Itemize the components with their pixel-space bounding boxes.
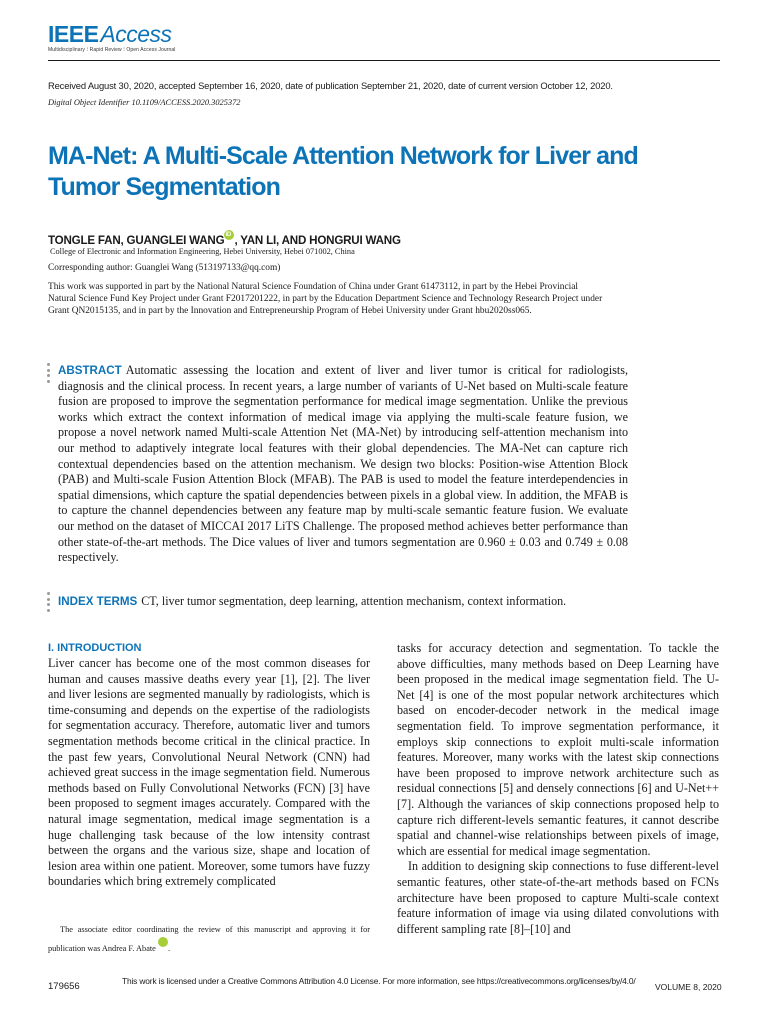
- page-number: 179656: [48, 981, 80, 992]
- license-note[interactable]: This work is licensed under a Creative Commons Attribution 4.0 License. For more information, see https://creativecommons.org/licenses/by/4.0/: [122, 976, 636, 986]
- orcid-icon[interactable]: [224, 230, 234, 240]
- section-heading-introduction: I. INTRODUCTION: [48, 642, 142, 654]
- logo-access: Access: [100, 21, 172, 47]
- index-terms-label: INDEX TERMS: [58, 595, 138, 608]
- paper-title: MA-Net: A Multi-Scale Attention Network for Liver and Tumor Segmentation: [48, 142, 638, 201]
- abstract: [58, 363, 628, 566]
- intro-paragraph-2: tasks for accuracy detection and segmentation. To tackle the above difficulties, many methods based on Deep Learning have been proposed in the medical image segmentation field. The U-Net [4] is one of the most popular network architectures which based on encoder-decoder network in the medical image segmentation field. To improve segmentation performance, it employs skip connections to exploit multi-scale information features. Moreover, many works with the latest skip connections have been proposed to improve network architecture such as residual connections [5] and densely connections [6] and U-Net++ [7]. Although the variances of skip connections proposed help to capture rich different-levels semantic features, it cannot describe spatial and channel-wise relationships between pixels of image, which are essential for medical image segmentation.: [397, 641, 719, 858]
- logo-tagline: Multidisciplinary ⁝ Rapid Review ⁝ Open Access Journal: [48, 47, 176, 53]
- authors-part-2: , YAN LI, AND HONGRUI WANG: [234, 234, 401, 247]
- authors-part-1: TONGLE FAN, GUANGLEI WANG: [48, 234, 225, 247]
- editor-footnote: The associate editor coordinating the review of this manuscript and approving it for publication was Andrea F. Abate iD .: [48, 923, 370, 956]
- intro-paragraph-1: Liver cancer has become one of the most common diseases for human and causes massive deaths every year [1], [2]. The liver and liver lesions are segmented manually by radiologists, which is time-consuming and depends on the expertise of the radiologists for segmentation accuracy. Therefore, automatic liver and tumors segmentation methods become critical in the clinical practice. In the past few years, Convolutional Neural Network (CNN) had achieved great success in the image segmentation field. Numerous methods based on Fully Convolutional Networks (FCN) [3] have been proposed to segment images accurately. Compared with the natural image segmentation, medical image segmentation is a huge challenging task because of the low intensity contrast between the organs and the various size, shape and location of lesion area within one patient. Moreover, some tumors have fuzzy boundaries which bring extremely complicated: [48, 656, 370, 889]
- abstract-text: Automatic assessing the location and extent of liver and liver tumor is critical for radiologists, diagnosis and the clinical process. In recent years, a large number of variants of U-Net based on Multi-scale feature fusion are proposed to improve the segmentation performance for medical image segmentation. Unlike the previous works which extract the context information of medical image via applying the multi-scale feature fusion, we propose a novel network named Multi-scale Attention Net (MA-Net) by introducing self-attention mechanism into our method to adaptively integrate local features with their global dependencies. The MA-Net can capture rich contextual dependencies based on the attention mechanism. We design two blocks: Position-wise Attention Block (PAB) and Multi-scale Fusion Attention Block (MFAB). The PAB is used to model the feature interdependencies in spatial dimensions, which capture the spatial dependencies between pixels in a global view. In addition, the MFAB is to capture the channel dependencies between any feature map by multi-scale semantic feature fusion. We evaluate our method on the dataset of MICCAI 2017 LiTS Challenge. The proposed method achieves better performance than other state-of-the-art methods. The Dice values of liver and tumors segmentation are 0.960 ± 0.03 and 0.749 ± 0.08 respectively.: [58, 363, 628, 565]
- index-terms-text: CT, liver tumor segmentation, deep learning, attention mechanism, context information.: [141, 594, 567, 608]
- journal-logo: [48, 22, 176, 54]
- editor-footnote-text: The associate editor coordinating the review of this manuscript and approving it for publication was Andrea F. Abate: [48, 925, 370, 953]
- right-column: [397, 641, 719, 937]
- orcid-icon[interactable]: [158, 937, 168, 947]
- doi[interactable]: Digital Object Identifier 10.1109/ACCESS.2020.3025372: [48, 98, 241, 107]
- abstract-label: ABSTRACT: [58, 364, 122, 377]
- logo-ieee: IEEE: [48, 21, 99, 47]
- left-column: [48, 656, 370, 890]
- header-rule: [48, 60, 720, 61]
- intro-paragraph-3: In addition to designing skip connections to fuse different-level semantic features, other state-of-the-art methods based on FCNs architecture have been proposed to capture Multi-scale context feature information of image via using dilated convolutions with different sampling rate [8]–[10] and: [397, 859, 719, 936]
- index-terms: [58, 594, 658, 609]
- funding-note: This work was supported in part by the National Natural Science Foundation of China under Grant 61473112, in part by the Hebei Provincial Natural Science Fund Key Project under Grant F2017201222, in part by the Education Department Science and Technology Research Project under Grant QN2015135, and in part by the Innovation and Entrepreneurship Program of Hebei University under Grant hbu2020ss065.: [48, 282, 603, 316]
- index-terms-dots-icon: [47, 592, 51, 614]
- affiliation: College of Electronic and Information Engineering, Hebei University, Hebei 071002, China: [50, 247, 355, 256]
- corresponding-author: Corresponding author: Guanglei Wang (513197133@qq.com): [48, 263, 281, 273]
- volume-info: VOLUME 8, 2020: [655, 982, 722, 992]
- received-dates: Received August 30, 2020, accepted September 16, 2020, date of publication September 21, 2020, date of current version October 12, 2020.: [48, 80, 613, 91]
- abstract-dots-icon: [47, 363, 51, 385]
